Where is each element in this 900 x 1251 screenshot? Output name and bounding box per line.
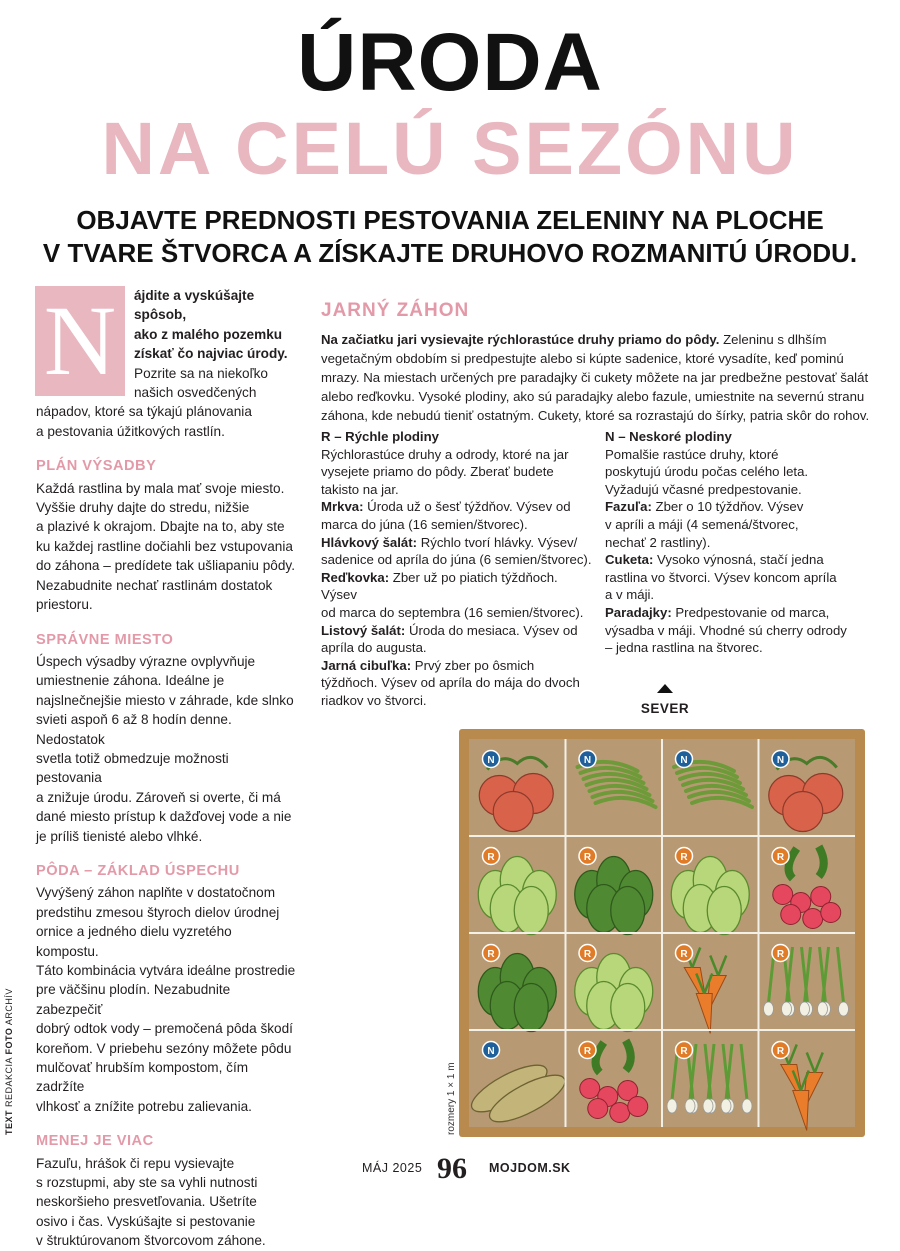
plant-name: Hlávkový šalát:	[321, 534, 418, 550]
section-line: Nezabudnite nechať rastlinám dostatok	[36, 577, 273, 593]
badge-letter: R	[776, 949, 785, 960]
plant-item-line	[321, 516, 593, 534]
plant-name: Jarná cibuľka:	[321, 657, 412, 673]
lead-line: vegetačným obdobím si predpestujte alebo si kúpte sadenice, ktoré vysadíte, keď pominú	[321, 351, 844, 366]
onion-bulb	[764, 1002, 774, 1016]
north-indicator	[620, 684, 710, 716]
onion-bulb	[818, 1002, 828, 1016]
north-arrow-icon	[657, 684, 673, 693]
credit-text-value: REDAKCIA	[4, 1054, 14, 1110]
section-heading: PLÁN VÝSADBY	[36, 458, 157, 475]
plant-text: Úroda už o šesť týždňov. Výsev od	[363, 499, 571, 515]
radish-root	[781, 905, 801, 925]
credit-text-label: TEXT	[4, 1109, 14, 1135]
badge-letter: N	[583, 755, 592, 766]
credit-foto-label: FOTO	[4, 1027, 14, 1055]
left-column	[36, 286, 298, 1251]
plant-text: nechať 2 rastliny).	[605, 534, 711, 550]
section-line: svetla totiž obmedzuje možnosti pestovania	[36, 750, 229, 786]
column-intro-line: takisto na jar.	[321, 481, 399, 497]
plant-item-line	[321, 551, 593, 569]
section-line: najslnečnejšie miesto v záhrade, kde slnko	[36, 692, 294, 708]
badge-letter: N	[487, 1046, 495, 1057]
plant-text: apríla do augusta.	[321, 640, 427, 656]
intro-line: ako z malého pozemku	[134, 326, 283, 342]
badge-letter: R	[487, 949, 495, 960]
lead-line: záhona, kde nebudú tieniť ostatným. Cukety, ktoré sa rozrastajú do šírky, patria skôr do rohov.	[321, 408, 870, 423]
plant-name: Listový šalát:	[321, 622, 406, 638]
onion-bulb	[839, 1002, 849, 1016]
lead-rest: Zeleninu s dlhším	[719, 332, 827, 347]
credit	[4, 988, 14, 1135]
onion-bulb	[782, 1002, 792, 1016]
section-line: dané miesto prístup k dažďovej vode a nie	[36, 809, 292, 825]
subtitle	[0, 204, 900, 270]
section-line: neskoršieho presvetľovania. Ušetríte	[36, 1194, 257, 1210]
section-line: ku každej rastline dočiahli bez vstupovania	[36, 538, 293, 554]
plant-item-line	[605, 516, 875, 534]
section-line: v štruktúrovanom štvorcovom záhone.	[36, 1233, 266, 1249]
section-line: a znižuje úrodu. Zároveň si overte, či má	[36, 789, 281, 805]
section-heading: SPRÁVNE MIESTO	[36, 631, 174, 648]
section-line: s rozstupmi, aby ste sa vyhli nutnosti	[36, 1175, 258, 1191]
plant-item-line	[321, 657, 593, 675]
lettuce-leaf	[514, 887, 548, 935]
badge-letter: N	[487, 755, 495, 766]
section-line: Každá rastlina by mala mať svoje miesto.	[36, 480, 285, 496]
badge-letter: R	[583, 1046, 592, 1057]
plant-text: marca do júna (16 semien/štvorec).	[321, 516, 528, 532]
radish-root	[773, 885, 793, 905]
subtitle-line1: OBJAVTE PREDNOSTI PESTOVANIA ZELENINY NA PLOCHE	[76, 205, 824, 235]
dimensions-label: rozmery 1 × 1 m	[446, 1062, 457, 1135]
badge-letter: N	[776, 755, 785, 766]
section-line: umiestnenie záhona. Ideálne je	[36, 673, 225, 689]
radish-root	[803, 909, 823, 929]
title-line2: NA CELÚ SEZÓNU	[101, 107, 799, 190]
section-line: priestoru.	[36, 597, 93, 613]
intro-line: a pestovania úžitkových rastlín.	[36, 423, 225, 439]
plant-item-line	[605, 622, 875, 640]
badge-letter: R	[776, 1046, 785, 1057]
plant-item-line	[321, 622, 593, 640]
onion-bulb	[667, 1099, 677, 1113]
plant-item-line	[605, 498, 875, 516]
plant-text: rastlina vo štvorci. Výsev koncom apríla	[605, 569, 837, 585]
plant-text: – jedna rastlina na štvorec.	[605, 640, 763, 656]
plant-text: Úroda do mesiaca. Výsev od	[405, 622, 578, 638]
plant-item-line	[321, 639, 593, 657]
plant-text: sadenice od apríla do júna (6 semien/štvorec).	[321, 552, 592, 568]
onion-bulb	[721, 1099, 731, 1113]
intro-line: nápadov, ktoré sa týkajú plánovania	[36, 404, 252, 420]
radish-root	[580, 1079, 600, 1099]
north-label: SEVER	[640, 701, 690, 716]
title-line1: ÚRODA	[297, 17, 603, 108]
column-intro-line: Vyžadujú včasné predpestovanie.	[605, 481, 802, 497]
plant-item-line	[605, 604, 875, 622]
plant-item-line	[321, 692, 593, 710]
column-intro-line: vysejete priamo do pôdy. Zberať budete	[321, 464, 554, 480]
onion-bulb	[685, 1099, 695, 1113]
section-line: mulčovať hrubším kompostom, čím zadržíte	[36, 1060, 249, 1095]
plant-item-line	[321, 498, 593, 516]
column-intro-line: Pomalšie rastúce druhy, ktoré	[605, 446, 779, 462]
n-column	[605, 428, 875, 657]
section-heading: PÔDA – ZÁKLAD ÚSPECHU	[36, 862, 240, 879]
plant-text: Zber už po piatich týždňoch. Výsev	[321, 569, 558, 603]
tomato-fruit	[493, 792, 533, 832]
section-line: a plazivé k okrajom. Dbajte na to, aby ste	[36, 519, 285, 535]
onion-bulb	[742, 1099, 752, 1113]
plant-item-line	[605, 534, 875, 552]
plant-item-line	[605, 569, 875, 587]
section-line: predstihu zmesou štyroch dielov úrodnej	[36, 904, 280, 920]
plant-text: v apríli a máji (4 semená/štvorec,	[605, 516, 799, 532]
section-line: Táto kombinácia vytvára ideálne prostredie	[36, 963, 296, 978]
badge-letter: R	[680, 852, 688, 863]
lettuce-leaf	[514, 984, 548, 1032]
badge-letter: R	[776, 852, 785, 863]
section-line: do záhona – predídete tak ušliapaniu pôdy.	[36, 558, 295, 574]
subtitle-line2: V TVARE ŠTVORCA A ZÍSKAJTE DRUHOVO ROZMANITÚ ÚRODU.	[42, 238, 858, 268]
section-line: Vyššie druhy dajte do stredu, nižšie	[36, 500, 250, 516]
column-heading: N – Neskoré plodiny	[605, 429, 732, 444]
section-line: osivo i čas. Vyskúšajte si pestovanie	[36, 1213, 256, 1229]
plant-item-line	[605, 551, 875, 569]
badge-letter: R	[487, 852, 495, 863]
section-line: Úspech výsadby výrazne ovplyvňuje	[36, 653, 256, 669]
radish-root	[628, 1097, 648, 1117]
lead-bold: Na začiatku jari vysievajte rýchlorastúce druhy priamo do pôdy.	[321, 332, 720, 347]
plant-item-line	[605, 639, 875, 657]
section-line: pre väčšinu plodín. Nezabudnite zabezpečiť	[36, 982, 231, 1017]
lettuce-leaf	[611, 984, 645, 1032]
plant-name: Mrkva:	[321, 499, 364, 515]
tomato-fruit	[783, 792, 823, 832]
intro-line: Pozrite sa na niekoľko	[134, 365, 268, 381]
plant-text: Predpestovanie od marca,	[671, 604, 830, 620]
intro-line: ájdite a vyskúšajte spôsob,	[134, 288, 255, 323]
plant-item-line	[605, 586, 875, 604]
radish-root	[821, 903, 841, 923]
intro-line: našich osvedčených	[134, 385, 257, 401]
plant-item-line	[321, 674, 593, 692]
intro-line: získať čo najviac úrody.	[134, 346, 288, 362]
badge-letter: R	[680, 1046, 688, 1057]
plant-name: Fazuľa:	[605, 499, 652, 515]
section-line: svieti aspoň 6 až 8 hodín denne. Nedostatok	[36, 712, 232, 747]
plant-text: Vysoko výnosná, stačí jedna	[653, 552, 824, 568]
plant-text: Zber o 10 týždňov. Výsev	[651, 499, 804, 515]
footer-site: MOJDOM.SK	[489, 1161, 571, 1175]
radish-root	[610, 1103, 630, 1123]
plant-text: výsadba v máji. Vhodné sú cherry odrody	[605, 622, 847, 638]
plant-item-line	[321, 569, 593, 604]
badge-letter: N	[680, 755, 688, 766]
credit-foto-value: ARCHÍV	[4, 988, 14, 1028]
section-line: Fazuľu, hrášok či repu vysievajte	[36, 1155, 235, 1171]
section-line: dobrý odtok vody – premočená pôda škodí	[36, 1021, 293, 1037]
column-intro-line: poskytujú úrodu počas celého leta.	[605, 464, 809, 480]
plant-text: a v máji.	[605, 587, 655, 603]
section-line: Vyvýšený záhon naplňte v dostatočnom	[36, 885, 276, 901]
onion-bulb	[800, 1002, 810, 1016]
garden-bed-illustration	[459, 729, 865, 1137]
section-line: vlhkosť a znížite potrebu zalievania.	[36, 1098, 252, 1114]
badge-letter: R	[680, 949, 688, 960]
right-column	[321, 300, 881, 708]
column-intro-line: Rýchlorastúce druhy a odrody, ktoré na jar	[321, 446, 569, 462]
column-heading: R – Rýchle plodiny	[321, 429, 439, 444]
lettuce-leaf	[707, 887, 741, 935]
dropcap: N	[35, 286, 125, 396]
badge-letter: R	[583, 852, 592, 863]
jarny-lead	[321, 330, 881, 425]
jarny-heading: JARNÝ ZÁHON	[321, 300, 470, 321]
r-column	[321, 428, 593, 710]
plant-text: od marca do septembra (16 semien/štvorec).	[321, 604, 584, 620]
section-line: koreňom. V priebehu sezóny môžete pôdu	[36, 1040, 292, 1056]
section-line: je príliš tienisté alebo vlhké.	[36, 828, 203, 844]
page-number: 96	[437, 1152, 467, 1185]
onion-bulb	[703, 1099, 713, 1113]
plant-text: týždňoch. Výsev od apríla do mája do dvoch	[321, 675, 580, 691]
lead-lines	[321, 349, 881, 425]
plant-name: Cuketa:	[605, 552, 654, 568]
section-line: ornice a jedného dielu vyzretého kompostu.	[36, 924, 232, 959]
plant-text: Rýchlo tvorí hlávky. Výsev/	[417, 534, 578, 550]
section-heading: MENEJ JE VIAC	[36, 1133, 154, 1150]
lettuce-leaf	[611, 887, 645, 935]
plant-item-line	[321, 604, 593, 622]
plant-text: Prvý zber po ôsmich	[411, 657, 535, 673]
plant-name: Reďkovka:	[321, 569, 390, 585]
radish-root	[588, 1099, 608, 1119]
plant-name: Paradajky:	[605, 604, 672, 620]
lead-line: mrazy. Na miestach určených pre paradajky či cukety môžete na jar predbežne pestovať šalát	[321, 370, 869, 385]
badge-letter: R	[583, 949, 592, 960]
lead-line: alebo reďkovku. Vysoké plodiny, ako sú paradajky alebo fazule, umiestnite na severnú stranu	[321, 389, 865, 404]
left-sections	[36, 457, 298, 1250]
footer-month: MÁJ 2025	[362, 1161, 423, 1175]
lead-line-1	[321, 330, 881, 349]
plant-text: riadkov vo štvorci.	[321, 692, 427, 708]
plant-item-line	[321, 534, 593, 552]
